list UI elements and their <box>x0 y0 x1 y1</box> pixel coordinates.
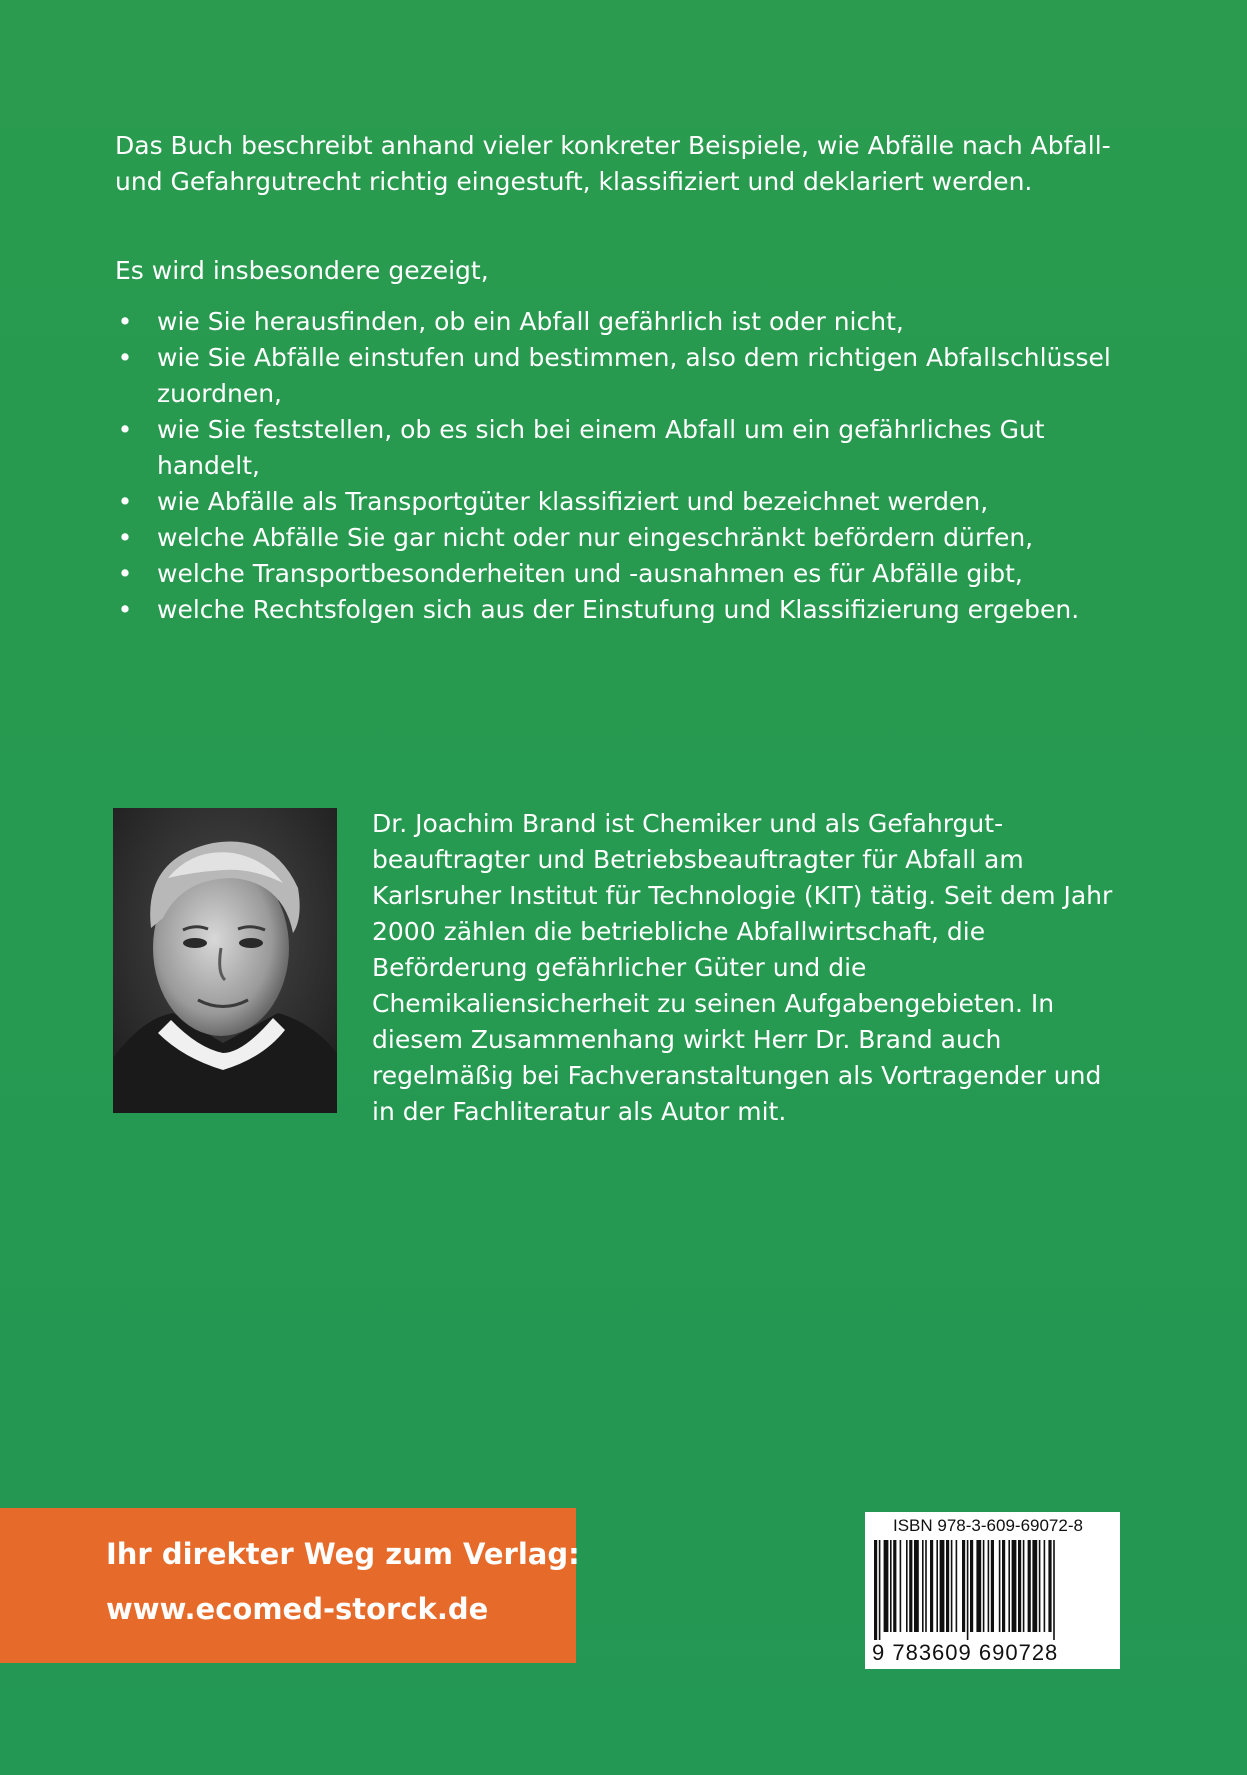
barcode-bar <box>1039 1540 1041 1632</box>
bullet-text: wie Sie herausfinden, ob ein Abfall gefährlich ist oder nicht, <box>157 307 904 336</box>
publisher-tagline: Ihr direkter Weg zum Verlag: <box>106 1537 580 1571</box>
barcode-bar <box>1044 1540 1046 1632</box>
barcode-bar <box>1018 1540 1021 1632</box>
barcode-bar <box>1028 1540 1031 1632</box>
list-item <box>115 412 1125 484</box>
bullet-icon: • <box>117 343 133 372</box>
barcode-bar <box>1048 1540 1051 1632</box>
bullet-icon: • <box>117 559 133 588</box>
barcode-bar <box>893 1540 896 1632</box>
lead-sentence: Es wird insbesondere gezeigt, <box>115 256 489 285</box>
barcode-bar <box>925 1540 927 1632</box>
isbn-label: ISBN 978-3-609-69072-8 <box>893 1516 1083 1535</box>
barcode-bar <box>922 1540 924 1632</box>
bullet-text: wie Sie feststellen, ob es sich bei einem Abfall um ein gefährliches Gut handelt, <box>157 415 1045 480</box>
list-item <box>115 340 1125 412</box>
list-item <box>115 304 1125 340</box>
barcode-bar <box>1012 1540 1017 1632</box>
barcode-bar <box>991 1540 994 1632</box>
publisher-url[interactable]: www.ecomed-storck.de <box>106 1592 489 1626</box>
bullet-text: welche Transportbesonderheiten und -ausnahmen es für Abfälle gibt, <box>157 559 1023 588</box>
barcode-bar <box>900 1540 902 1632</box>
barcode-bar <box>1008 1540 1010 1632</box>
barcode-bar <box>983 1540 985 1632</box>
bullet-text: wie Abfälle als Transportgüter klassifiziert und bezeichnet werden, <box>157 487 989 516</box>
barcode-bar <box>890 1540 892 1632</box>
list-item <box>115 592 1125 628</box>
barcode-bar <box>1002 1540 1005 1632</box>
barcode-bar <box>970 1540 973 1632</box>
barcode-bar <box>940 1540 945 1632</box>
publisher-banner <box>0 1508 576 1663</box>
list-item <box>115 520 1125 556</box>
bullet-icon: • <box>117 595 133 624</box>
barcode-bar <box>1032 1540 1037 1632</box>
barcode-bar <box>884 1540 889 1632</box>
barcode-bar <box>879 1540 881 1640</box>
barcode-bar <box>962 1540 965 1632</box>
bullet-icon: • <box>117 487 133 516</box>
barcode-bar <box>976 1540 981 1632</box>
barcode-bar <box>906 1540 908 1632</box>
barcode-bar <box>936 1540 938 1632</box>
barcode-bar <box>1023 1540 1025 1632</box>
bullet-text: wie Sie Abfälle einstufen und bestimmen, also dem richtigen Abfallschlüssel zuordnen, <box>157 343 1111 408</box>
bullet-text: welche Abfälle Sie gar nicht oder nur eingeschränkt befördern dürfen, <box>157 523 1034 552</box>
list-item <box>115 556 1125 592</box>
barcode-bar <box>951 1540 953 1632</box>
bullet-icon: • <box>117 415 133 444</box>
barcode-digits: 9 783609 690728 <box>872 1640 1059 1665</box>
barcode-bar <box>874 1540 877 1640</box>
barcode-bar <box>956 1540 958 1632</box>
barcode-bar <box>909 1540 912 1632</box>
barcode-bar <box>930 1540 933 1632</box>
barcode-bar <box>988 1540 990 1632</box>
bullet-icon: • <box>117 523 133 552</box>
bullet-icon: • <box>117 307 133 336</box>
author-bio: Dr. Joachim Brand ist Chemiker und als Gefahrgutbeauftragter und Betriebsbeauftragter für Abfall am Karlsruher Institut für Technologie (KIT) tätig. Seit dem Jahr 2000 zählen die betriebliche Abfallwirtschaft, die Beförderung gefährlicher Güter und die Chemikaliensicherheit zu seinen Aufgabengebieten. In diesem Zusammenhang wirkt Herr Dr. Brand auch regelmäßig bei Fachveranstaltungen als Vortragender und in der Fachliteratur als Autor mit. <box>372 809 1113 1126</box>
barcode-bar <box>1053 1540 1055 1640</box>
barcode-bar <box>946 1540 949 1632</box>
barcode-bar <box>967 1540 969 1640</box>
list-item <box>115 484 1125 520</box>
barcode-icon <box>870 1540 1115 1640</box>
author-photo <box>113 808 337 1113</box>
barcode-bar <box>999 1540 1001 1632</box>
bullet-list <box>115 304 1125 628</box>
bullet-text: welche Rechtsfolgen sich aus der Einstufung und Klassifizierung ergeben. <box>157 595 1080 624</box>
barcode-bar <box>914 1540 919 1632</box>
author-portrait-icon <box>113 808 337 1113</box>
intro-paragraph: Das Buch beschreibt anhand vieler konkreter Beispiele, wie Abfälle nach Abfall- und Gefahrgutrecht richtig eingestuft, klassifiziert und deklariert werden. <box>115 131 1111 196</box>
